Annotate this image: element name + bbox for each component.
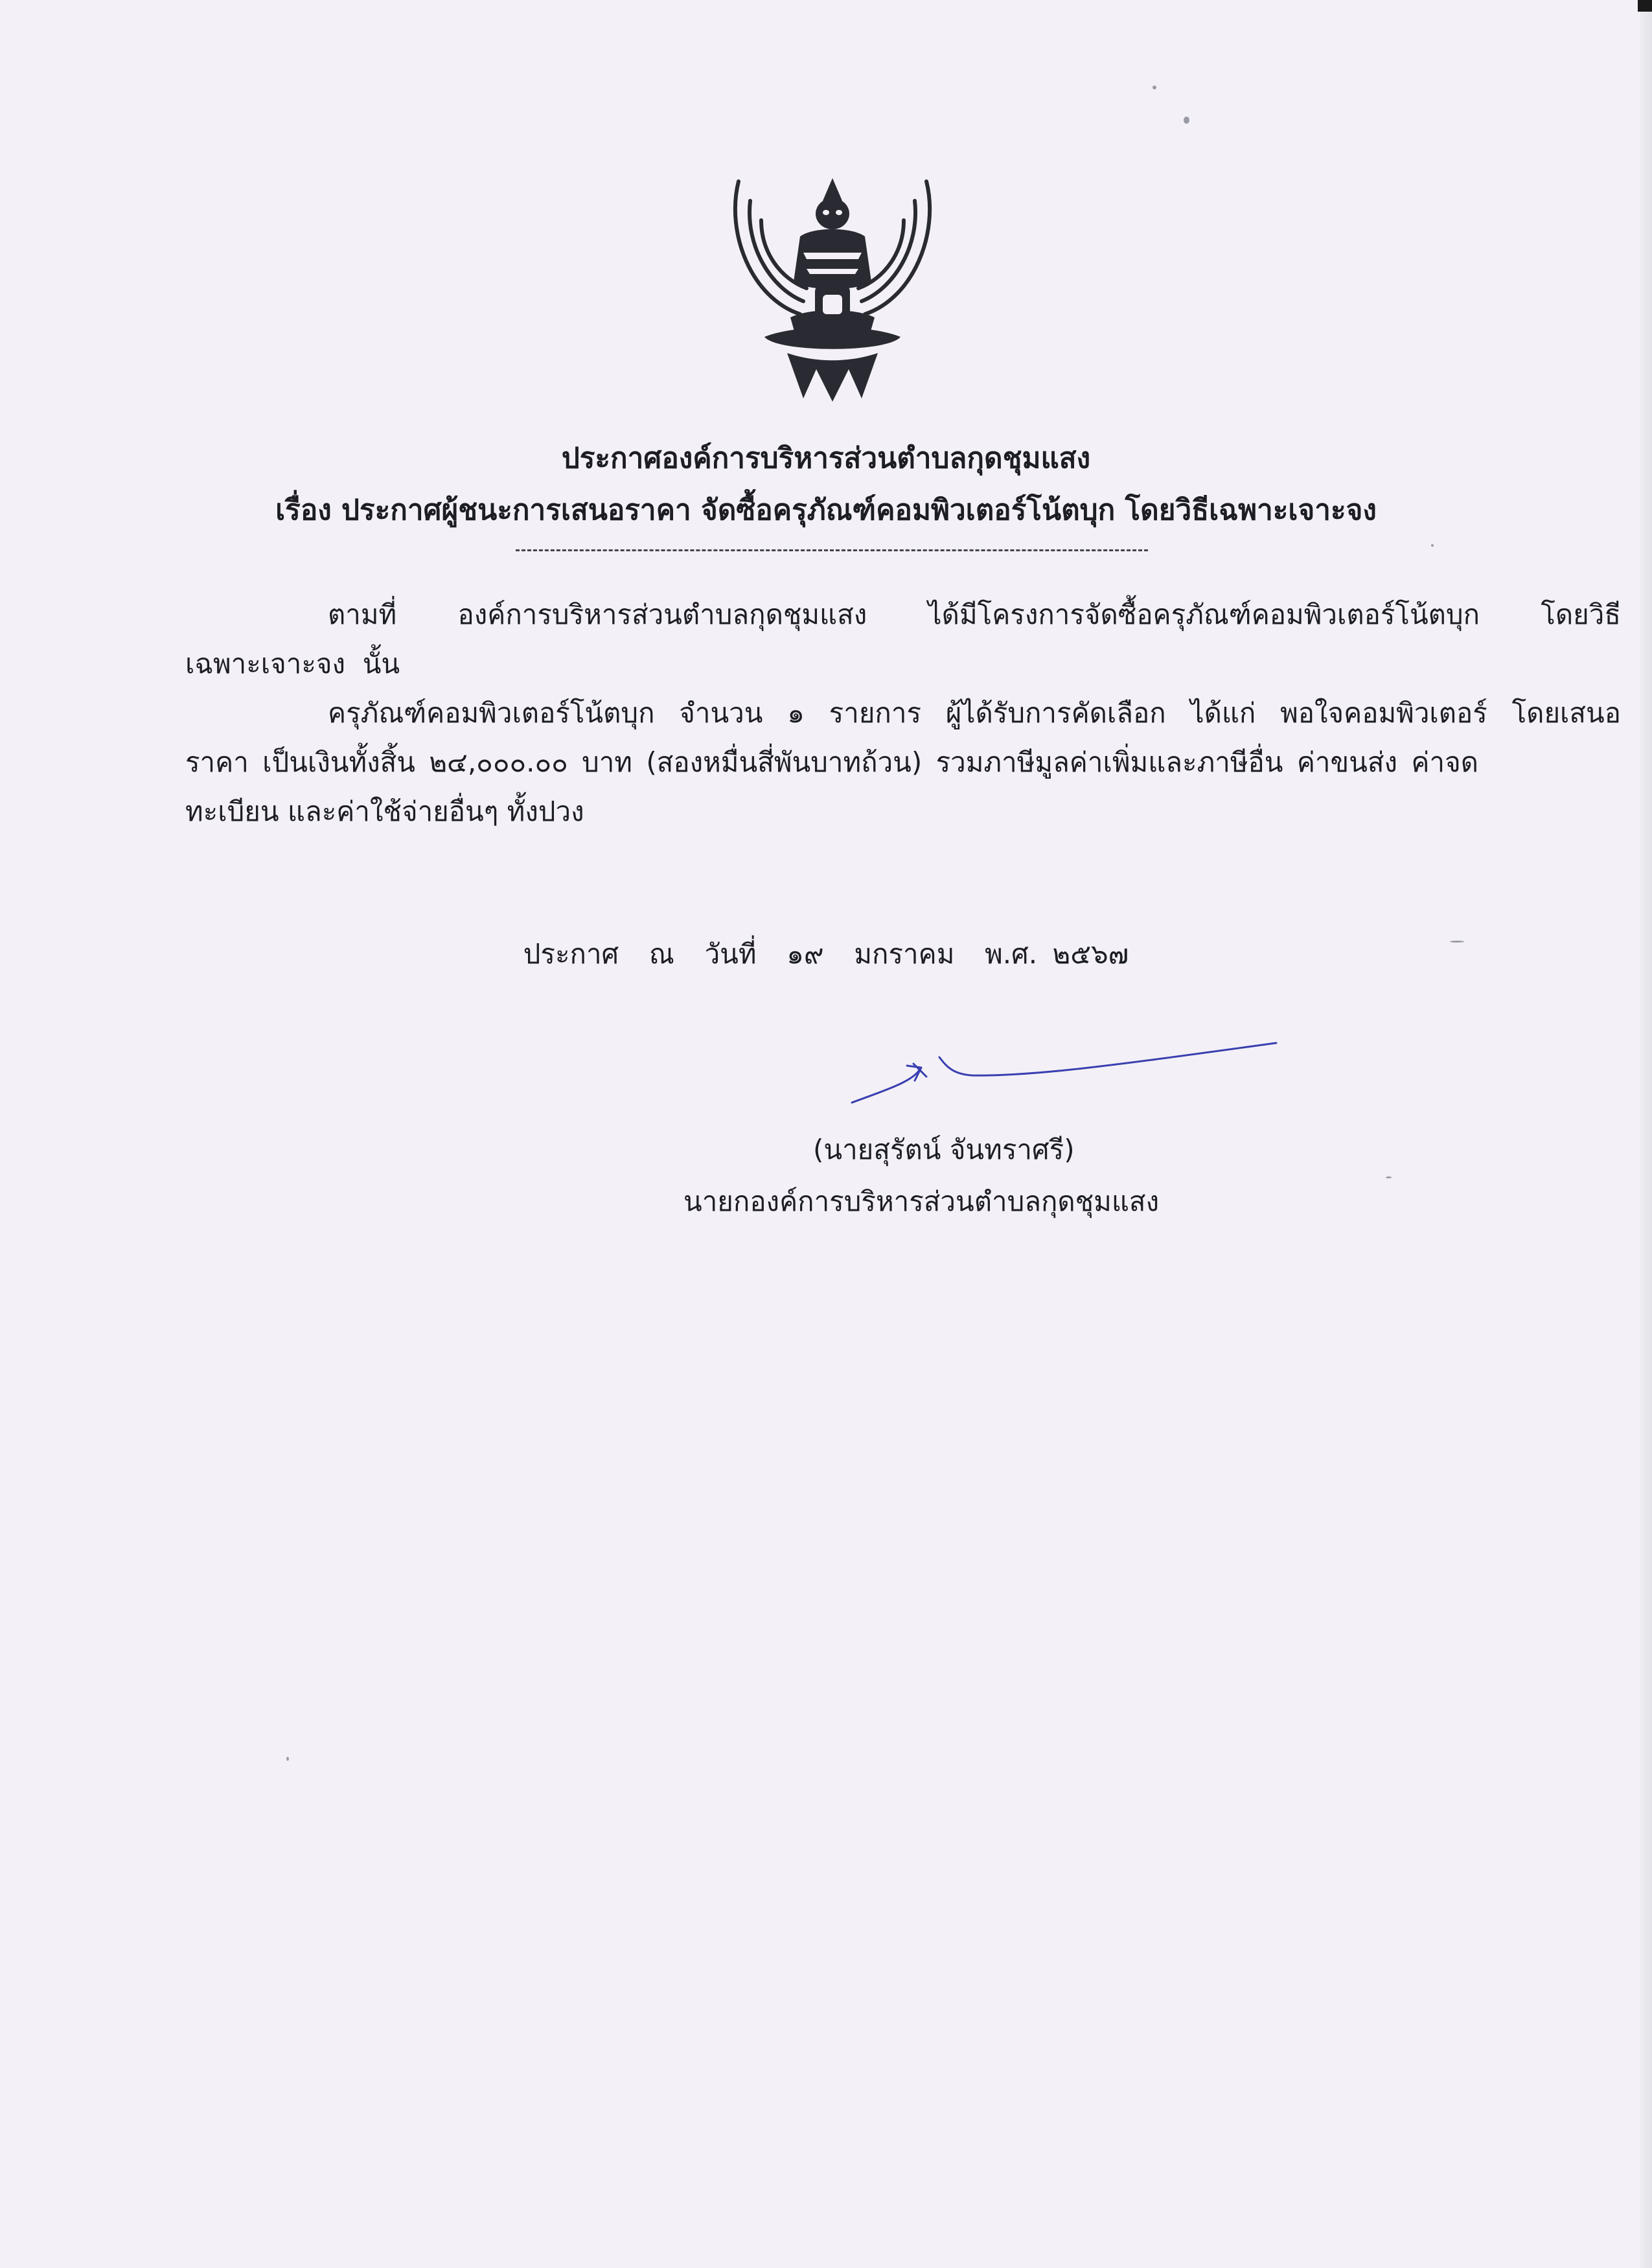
signer-position: นายกองค์การบริหารส่วนตำบลกุดชุมแสง <box>683 1186 1160 1217</box>
paragraph-word: ตามที่ <box>328 599 397 630</box>
paragraph-word: รายการ <box>829 697 921 729</box>
paragraph-word: ค่าจด <box>1411 746 1478 778</box>
paragraph-2-line-2 <box>185 736 1478 789</box>
paragraph-1-line-1 <box>185 588 1621 641</box>
paragraph-word: พอใจคอมพิวเตอร์ <box>1280 697 1487 729</box>
paragraph-word: ผู้ได้รับการคัดเลือก <box>945 697 1166 729</box>
scan-corner-mark <box>1638 0 1652 12</box>
announcement-date: ประกาศ ณ วันที่ ๑๙ มกราคม พ.ศ. ๒๕๖๗ <box>523 938 1129 970</box>
handwritten-signature <box>842 1030 1296 1114</box>
paragraph-word: (สองหมื่นสี่พันบาทถ้วน) <box>646 746 923 778</box>
paragraph-word: ครุภัณฑ์คอมพิวเตอร์โน้ตบุก <box>328 697 655 729</box>
paragraph-word: ราคา <box>185 746 249 778</box>
paragraph-1-line-2: เฉพาะเจาะจง นั้น <box>185 648 400 680</box>
paragraph-word: องค์การบริหารส่วนตำบลกุดชุมแสง <box>457 599 867 630</box>
paragraph-word: ได้มีโครงการจัดซื้อครุภัณฑ์คอมพิวเตอร์โน้ตบุก <box>928 599 1480 630</box>
paragraph-word: ๒๔,๐๐๐.๐๐ <box>429 746 568 778</box>
paragraph-word: จำนวน <box>679 697 763 729</box>
paragraph-word: ๑ <box>787 697 805 729</box>
scan-speck <box>1184 117 1189 124</box>
signer-name: (นายสุรัตน์ จันทราศรี) <box>813 1134 1075 1165</box>
title-divider <box>516 549 1148 551</box>
paragraph-word: รวมภาษีมูลค่าเพิ่มและภาษีอื่น <box>935 746 1283 778</box>
document-title: ประกาศองค์การบริหารส่วนตำบลกุดชุมแสง <box>561 442 1091 475</box>
paragraph-2-line-1 <box>185 687 1621 740</box>
paragraph-word: เป็นเงินทั้งสิ้น <box>262 746 416 778</box>
paragraph-word: โดยวิธี <box>1541 599 1621 630</box>
scan-speck <box>1386 1176 1392 1178</box>
garuda-emblem-icon <box>726 175 939 405</box>
scan-speck <box>1153 86 1156 89</box>
paragraph-word: ได้แก่ <box>1190 697 1256 729</box>
paragraph-2-line-3: ทะเบียน และค่าใช้จ่ายอื่นๆ ทั้งปวง <box>185 796 584 827</box>
scan-speck <box>1431 544 1434 547</box>
document-subject: เรื่อง ประกาศผู้ชนะการเสนอราคา จัดซื้อครุภัณฑ์คอมพิวเตอร์โน้ตบุก โดยวิธีเฉพาะเจาะจง <box>275 494 1377 527</box>
scan-edge <box>1640 0 1652 2268</box>
paragraph-word: บาท <box>582 746 632 778</box>
scan-speck <box>286 1757 289 1761</box>
paragraph-word: ค่าขนส่ง <box>1296 746 1398 778</box>
paragraph-word: โดยเสนอ <box>1511 697 1621 729</box>
